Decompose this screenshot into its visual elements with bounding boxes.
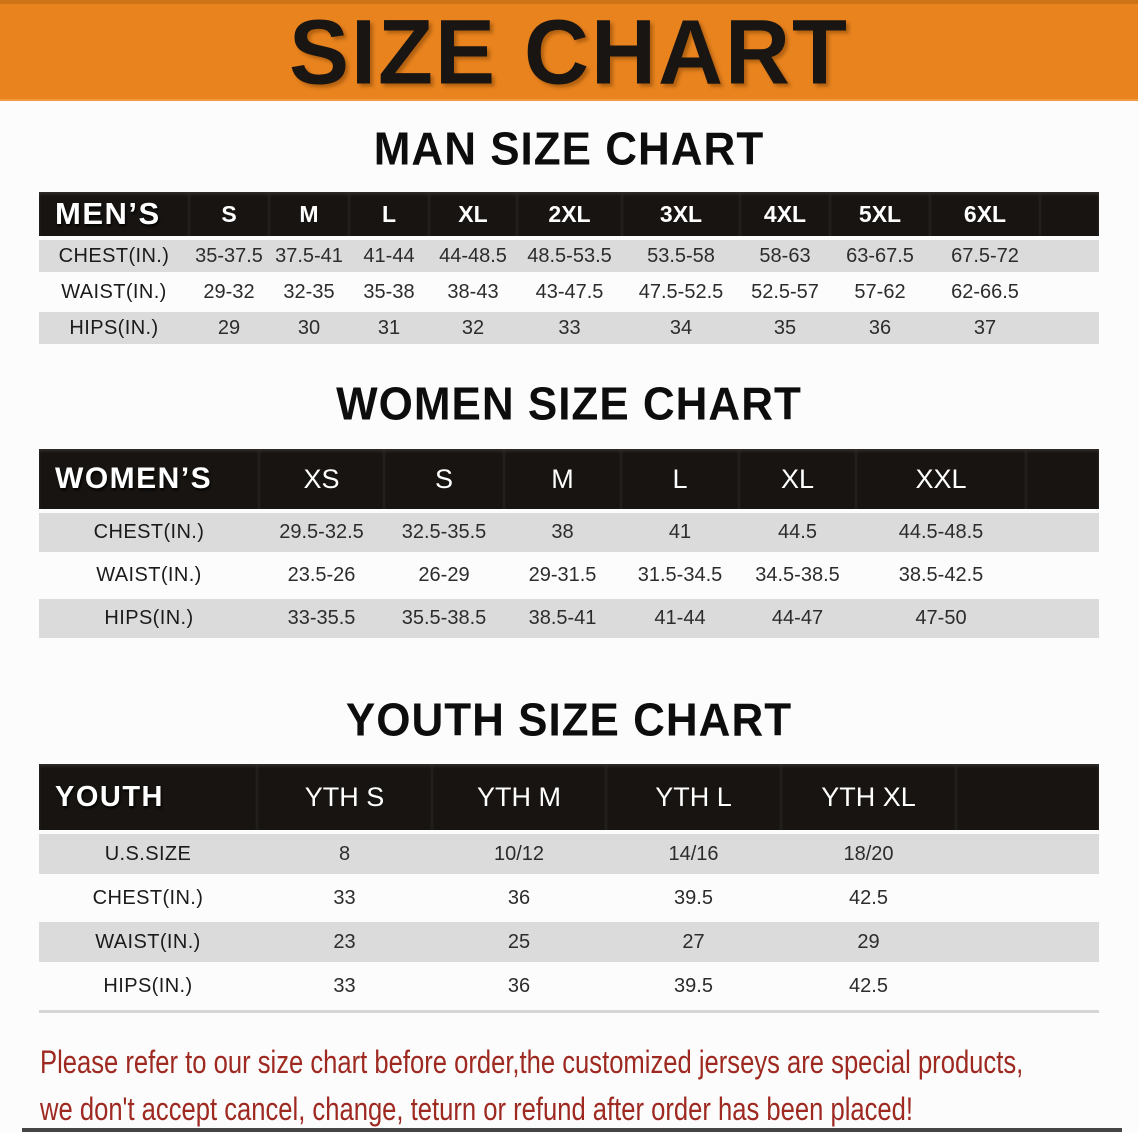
table-row <box>39 922 1099 962</box>
size-column-header: XL <box>429 192 517 236</box>
size-value: 44-48.5 <box>429 240 517 272</box>
size-value: 8 <box>257 834 432 874</box>
womens-size-table <box>39 445 1099 642</box>
size-value: 67.5-72 <box>930 240 1040 272</box>
size-value: 44.5-48.5 <box>856 513 1026 552</box>
size-value: 39.5 <box>674 974 713 997</box>
size-column-header: S <box>384 449 504 509</box>
table-row <box>39 966 1099 1006</box>
size-value: 35-37.5 <box>189 240 269 272</box>
filler-cell <box>1040 240 1099 272</box>
size-value: 18/20 <box>781 834 956 874</box>
size-value: 37.5-41 <box>269 240 349 272</box>
row-label: CHEST(IN.) <box>39 513 259 552</box>
size-column-header: XS <box>259 449 384 509</box>
size-column-header: XXL <box>856 449 1026 509</box>
size-value: 53.5-58 <box>622 240 740 272</box>
size-value: 41-44 <box>621 599 739 638</box>
mens-size-table <box>39 188 1099 348</box>
size-value: 42.5 <box>849 974 888 997</box>
row-label: WAIST(IN.) <box>61 280 167 303</box>
size-value: 31 <box>349 312 429 344</box>
disclaimer <box>40 1039 1138 1133</box>
youth-header-row <box>39 764 1099 830</box>
youth-size-table <box>39 760 1099 1013</box>
size-value: 36 <box>830 312 930 344</box>
size-column-header: YTH S <box>257 764 432 830</box>
size-value: 26-29 <box>418 564 470 586</box>
disclaimer-line-1: Please refer to our size chart before order,the customized jerseys are special products, <box>40 1044 1024 1080</box>
size-value: 34 <box>622 312 740 344</box>
row-label: WAIST(IN.) <box>96 564 202 586</box>
size-value: 35-38 <box>363 280 415 303</box>
row-label: CHEST(IN.) <box>92 886 204 909</box>
size-column-header: L <box>349 192 429 236</box>
size-value: 58-63 <box>740 240 830 272</box>
table-row <box>39 312 1099 344</box>
size-value: 44.5 <box>739 513 856 552</box>
size-value: 25 <box>432 922 606 962</box>
size-column-header: 4XL <box>740 192 830 236</box>
women-section-heading: WOMEN SIZE CHART <box>336 378 802 431</box>
size-value: 23 <box>257 922 432 962</box>
table-row <box>39 240 1099 272</box>
size-column-header: 2XL <box>517 192 622 236</box>
filler-cell <box>1040 192 1099 236</box>
size-value: 35.5-38.5 <box>384 599 504 638</box>
table-row <box>39 834 1099 874</box>
size-value: 41-44 <box>349 240 429 272</box>
filler-cell <box>956 922 1099 962</box>
filler-cell <box>1026 513 1099 552</box>
size-value: 37 <box>930 312 1040 344</box>
size-value: 52.5-57 <box>751 280 819 303</box>
size-value: 33 <box>517 312 622 344</box>
table-row <box>39 599 1099 638</box>
size-value: 41 <box>621 513 739 552</box>
disclaimer-line-2: we don't accept cancel, change, teturn or refund after order has been placed! <box>40 1091 913 1127</box>
size-value: 43-47.5 <box>535 280 604 303</box>
size-value: 38.5-42.5 <box>898 564 984 586</box>
size-column-header: YTH L <box>606 764 781 830</box>
size-value: 33-35.5 <box>259 599 384 638</box>
youth-section-heading: YOUTH SIZE CHART <box>345 694 793 747</box>
table-row <box>39 556 1099 595</box>
filler-cell <box>1040 276 1099 308</box>
size-column-header: L <box>621 449 739 509</box>
row-label: CHEST(IN.) <box>39 240 189 272</box>
size-value: 32-35 <box>283 280 335 303</box>
size-value: 27 <box>606 922 781 962</box>
size-column-header: YTH M <box>432 764 606 830</box>
filler-cell <box>1040 312 1099 344</box>
size-column-header: M <box>269 192 349 236</box>
man-section-heading: MAN SIZE CHART <box>373 123 765 176</box>
size-value: 31.5-34.5 <box>637 564 723 586</box>
row-label: HIPS(IN.) <box>39 312 189 344</box>
filler-cell <box>1026 599 1099 638</box>
size-value: 29-31.5 <box>528 564 597 586</box>
size-value: 33 <box>333 974 356 997</box>
filler-cell <box>956 878 1099 918</box>
filler-cell <box>956 966 1099 1006</box>
size-value: 42.5 <box>849 886 888 909</box>
womens-table-label: WOMEN’S <box>39 449 259 509</box>
size-value: 23.5-26 <box>287 564 356 586</box>
womens-header-row <box>39 449 1099 509</box>
size-column-header: 6XL <box>930 192 1040 236</box>
size-value: 29.5-32.5 <box>259 513 384 552</box>
size-value: 33 <box>333 886 356 909</box>
table-row <box>39 276 1099 308</box>
size-column-header: S <box>189 192 269 236</box>
size-value: 32 <box>429 312 517 344</box>
page-title: SIZE CHART <box>289 1 849 104</box>
size-value: 44-47 <box>739 599 856 638</box>
mens-header-row <box>39 192 1099 236</box>
size-value: 47.5-52.5 <box>638 280 724 303</box>
size-value: 38.5-41 <box>504 599 621 638</box>
size-value: 36 <box>507 974 531 997</box>
filler-cell <box>956 764 1099 830</box>
size-value: 29 <box>189 312 269 344</box>
size-value: 38 <box>504 513 621 552</box>
size-column-header: M <box>504 449 621 509</box>
size-column-header: 5XL <box>830 192 930 236</box>
table-row <box>39 878 1099 918</box>
size-value: 29-32 <box>203 280 255 303</box>
banner <box>0 0 1138 104</box>
size-value: 34.5-38.5 <box>755 564 840 586</box>
filler-cell <box>1026 449 1099 509</box>
size-value: 57-62 <box>854 280 906 303</box>
size-value: 62-66.5 <box>951 280 1019 303</box>
filler-cell <box>1026 556 1099 595</box>
size-value: 48.5-53.5 <box>517 240 622 272</box>
size-value: 29 <box>781 922 956 962</box>
size-value: 63-67.5 <box>830 240 930 272</box>
mens-table-label: MEN’S <box>39 192 189 236</box>
row-label: WAIST(IN.) <box>39 922 257 962</box>
size-value: 39.5 <box>674 886 713 909</box>
size-column-header: 3XL <box>622 192 740 236</box>
bottom-divider <box>22 1128 1122 1132</box>
size-value: 38-43 <box>447 280 499 303</box>
size-column-header: XL <box>739 449 856 509</box>
size-value: 35 <box>740 312 830 344</box>
table-row <box>39 513 1099 552</box>
row-label: HIPS(IN.) <box>39 599 259 638</box>
size-value: 47-50 <box>856 599 1026 638</box>
row-label: HIPS(IN.) <box>103 974 193 997</box>
size-value: 30 <box>269 312 349 344</box>
row-label: U.S.SIZE <box>39 834 257 874</box>
filler-cell <box>956 834 1099 874</box>
size-value: 14/16 <box>606 834 781 874</box>
size-value: 32.5-35.5 <box>384 513 504 552</box>
size-value: 36 <box>507 886 531 909</box>
size-column-header: YTH XL <box>781 764 956 830</box>
youth-table-label: YOUTH <box>39 764 257 830</box>
size-value: 10/12 <box>432 834 606 874</box>
